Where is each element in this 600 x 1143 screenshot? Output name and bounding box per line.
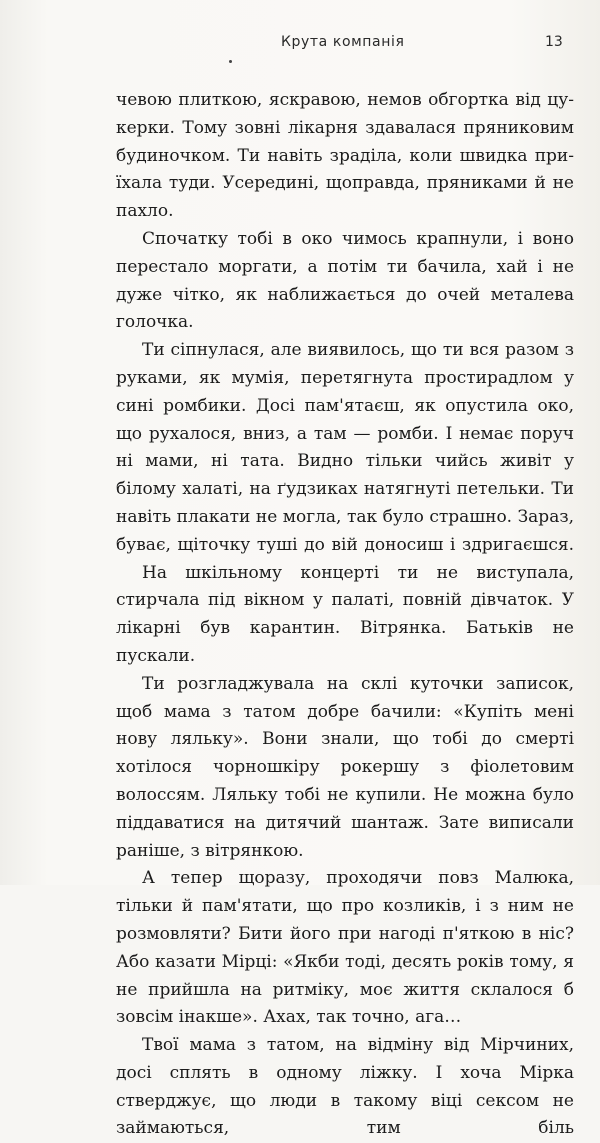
- paragraph: На шкільному концерті ти не виступала, стирчала під вікном у палаті, повній дівчаток. У лікарні був карантин. Вітрянка. Батьків не пускали.: [116, 562, 574, 666]
- paragraph: чевою плиткою, яскравою, немов обгортка від цукерки. Тому зовні лікарня здавалася пряниковим будиночком. Ти навіть зраділа, коли швидка приїхала туди. Усередині, щоправда, пряниками й не пахло.: [116, 90, 574, 222]
- page-number: 13: [545, 34, 563, 50]
- print-speck: [229, 60, 232, 63]
- running-title: Крута компанія: [281, 34, 405, 50]
- paragraph: Ти розгладжувала на склі куточки записок, щоб мама з татом добре бачили: «Купіть мені нову ляльку». Вони знали, що тобі до смерті хотілося чорношкіру рокершу з фіолетовим волоссям. Ляльку тобі не купили. Не можна було піддаватися на дитячий шантаж. Зате виписали раніше, з вітрянкою.: [116, 673, 574, 861]
- page-header: [0, 34, 600, 58]
- paragraph: А тепер щоразу, проходячи повз Малюка, тільки й пам'ятати, що про козликів, і з ним не розмовляти? Бити його при нагоді п'яткою в ніс? Або казати Мірці: «Якби тоді, десять років тому, я не прийшла на ритміку, моє життя склалося б зовсім інакше». Ахах, так точно, ага…: [116, 868, 574, 1028]
- paragraph: Ти сіпнулася, але виявилось, що ти вся разом з руками, як мумія, перетягнута простирадлом у сині ромбики. Досі пам'ятаєш, як опустила око, що рухалося, вниз, а там — ромби. І немає поруч ні мами, ні тата. Видно тільки чийсь живіт у білому халаті, на ґудзиках натягнуті петельки. Ти навіть плакати не могла, так було страшно. Зараз, буває, щіточку туші до вій доносиш і здригаєшся.: [116, 340, 574, 555]
- paragraph: Твої мама з татом, на відміну від Мірчиних, досі сплять в одному ліжку. І хоча Мірка стверджує, що люди в такому віці сексом не займаються, тим біль: [116, 1035, 574, 1139]
- body-text: [116, 87, 574, 1143]
- paragraph: Спочатку тобі в око чимось крапнули, і воно перестало моргати, а потім ти бачила, хай і не дуже чітко, як наближається до очей металева голочка.: [116, 228, 574, 333]
